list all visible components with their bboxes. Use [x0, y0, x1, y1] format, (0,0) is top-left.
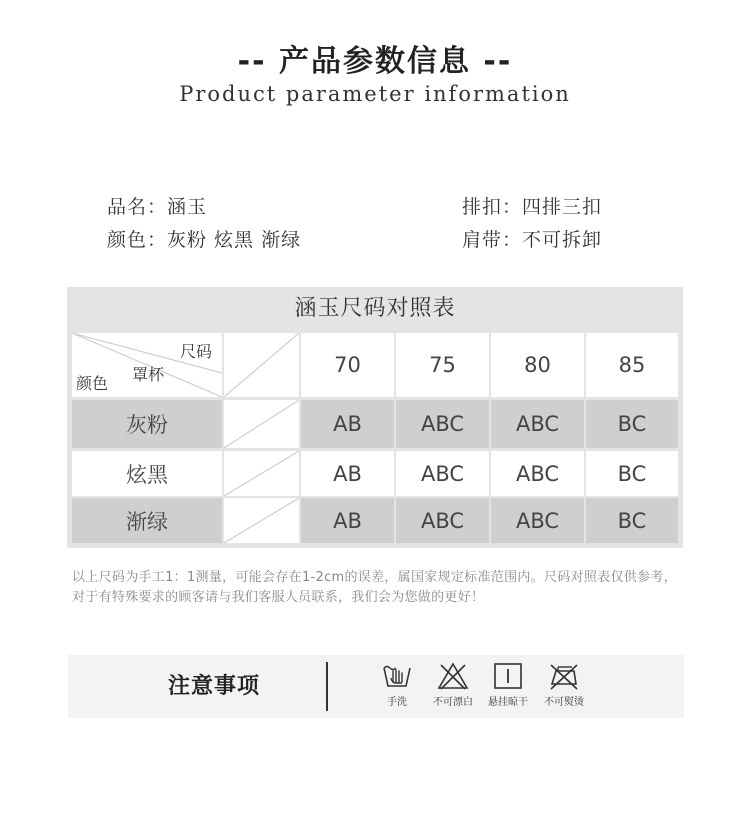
- hand-wash-icon: [382, 662, 412, 690]
- table-spacer-cell: [224, 333, 299, 397]
- cup-value-cell: ABC: [491, 451, 584, 496]
- size-header-cell: 70: [301, 333, 394, 397]
- care-label: 手洗: [387, 697, 407, 708]
- row-spacer-cell: [224, 498, 299, 543]
- header-cup-label: 罩杯: [132, 365, 165, 384]
- cup-value-cell: AB: [301, 451, 394, 496]
- care-instructions: [68, 655, 684, 718]
- page-subtitle: Product parameter information: [179, 82, 571, 106]
- row-spacer-cell: [224, 400, 299, 448]
- row-color-label: 渐绿: [72, 498, 222, 543]
- cup-value-cell: ABC: [396, 451, 489, 496]
- row-color-label: 灰粉: [72, 400, 222, 448]
- row-diagonal-line: [224, 400, 299, 448]
- cup-value-cell: BC: [586, 400, 678, 448]
- header-color-label: 颜色: [76, 374, 109, 393]
- product-name: 品名：涵玉: [107, 196, 208, 218]
- care-item-no-iron: [534, 662, 594, 708]
- product-colors: 颜色：灰粉 炫黑 渐绿: [107, 229, 302, 251]
- care-item-no-bleach: [423, 662, 483, 708]
- header-size-label: 尺码: [179, 342, 212, 361]
- row-color-label: 炫黑: [72, 451, 222, 496]
- care-divider: [326, 662, 328, 711]
- cup-value-cell: ABC: [396, 400, 489, 448]
- hang-dry-icon: [493, 662, 523, 690]
- cup-value-cell: BC: [586, 498, 678, 543]
- care-item-hand-wash: [367, 662, 427, 708]
- row-spacer-cell: [224, 451, 299, 496]
- cup-value-cell: ABC: [491, 498, 584, 543]
- cup-value-cell: ABC: [491, 400, 584, 448]
- size-table: [67, 287, 683, 548]
- product-clasp: 排扣：四排三扣: [462, 196, 603, 218]
- page-title: -- 产品参数信息 --: [237, 44, 513, 79]
- cup-value-cell: AB: [301, 498, 394, 543]
- product-strap: 肩带：不可拆卸: [462, 229, 603, 251]
- size-header-cell: 85: [586, 333, 678, 397]
- size-header-cell: 80: [491, 333, 584, 397]
- spacer-diagonal-line: [224, 333, 299, 397]
- size-table-title: 涵玉尺码对照表: [294, 296, 456, 321]
- care-item-hang-dry: [478, 662, 538, 708]
- row-diagonal-line: [224, 498, 299, 543]
- care-label: 不可漂白: [433, 697, 473, 708]
- no-iron-icon: [548, 662, 580, 690]
- care-title: 注意事项: [168, 673, 261, 699]
- cup-value-cell: BC: [586, 451, 678, 496]
- cup-value-cell: ABC: [396, 498, 489, 543]
- no-bleach-icon: [437, 662, 469, 690]
- row-diagonal-line: [224, 451, 299, 496]
- size-header-cell: 75: [396, 333, 489, 397]
- table-corner-cell: [72, 333, 222, 397]
- measurement-note: 以上尺码为手工1：1测量，可能会存在1-2cm的误差，属国家规定标准范围内。尺码对照表仅供参考，对于有特殊要求的顾客请与我们客服人员联系，我们会为您做的更好！: [72, 570, 677, 605]
- care-label: 悬挂晾干: [488, 697, 528, 708]
- cup-value-cell: AB: [301, 400, 394, 448]
- care-label: 不可熨烫: [544, 697, 584, 708]
